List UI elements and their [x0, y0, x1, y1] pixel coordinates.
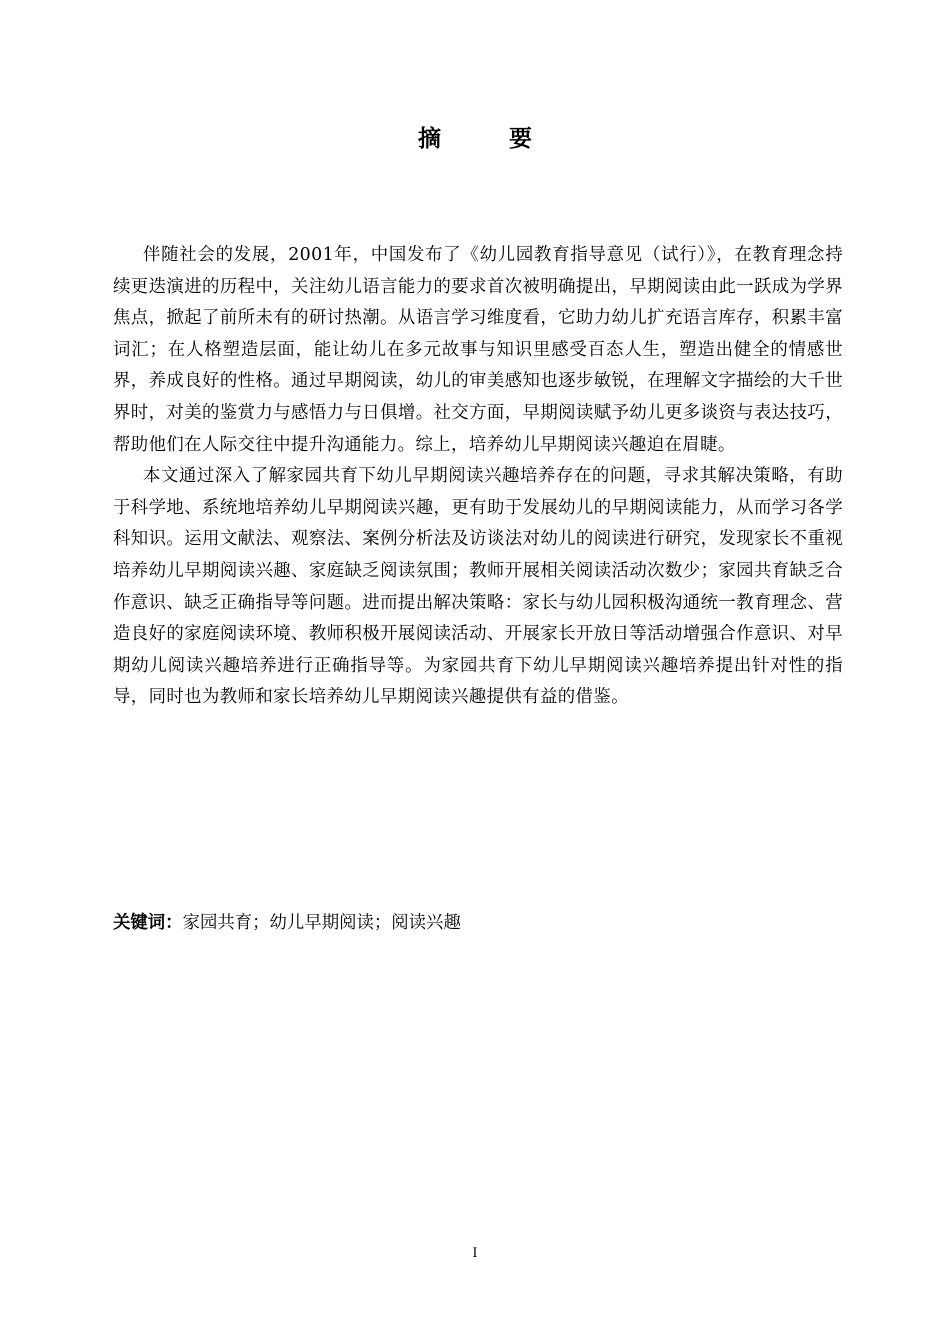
abstract-paragraph-2: 本文通过深入了解家园共育下幼儿早期阅读兴趣培养存在的问题，寻求其解决策略，有助于科学地、系统地培养幼儿早期阅读兴趣，更有助于发展幼儿的早期阅读能力，从而学习各学科知识。运用文献法、观察法、案例分析法及访谈法对幼儿的阅读进行研究，发现家长不重视培养幼儿早期阅读兴趣、家庭缺乏阅读氛围；教师开展相关阅读活动次数少；家园共育缺乏合作意识、缺乏正确指导等问题。进而提出解决策略：家长与幼儿园积极沟通统一教育理念、营造良好的家庭阅读环境、教师积极开展阅读活动、开展家长开放日等活动增强合作意识、对早期幼儿阅读兴趣培养进行正确指导等。为家园共育下幼儿早期阅读兴趣培养提出针对性的指导，同时也为教师和家长培养幼儿早期阅读兴趣提供有益的借鉴。: [113, 466, 843, 708]
keywords-line: [113, 908, 843, 938]
abstract-paragraph-1: 伴随社会的发展，2001年，中国发布了《幼儿园教育指导意见（试行）》，在教育理念持续更迭演进的历程中，关注幼儿语言能力的要求首次被明确提出，早期阅读由此一跃成为学界焦点，掀起了前所未有的研讨热潮。从语言学习维度看，它助力幼儿扩充语言库存，积累丰富词汇；在人格塑造层面，能让幼儿在多元故事与知识里感受百态人生，塑造出健全的情感世界，养成良好的性格。通过早期阅读，幼儿的审美感知也逐步敏锐，在理解文字描绘的大千世界时，对美的鉴赏力与感悟力与日俱增。社交方面，早期阅读赋予幼儿更多谈资与表达技巧，帮助他们在人际交往中提升沟通能力。综上，培养幼儿早期阅读兴趣迫在眉睫。: [113, 245, 843, 455]
abstract-body: [113, 240, 843, 714]
page-number: I: [472, 1246, 478, 1261]
keywords-label: 关键词：: [113, 913, 183, 933]
page-title: 摘 要: [417, 126, 562, 152]
keywords-text: 家园共育；幼儿早期阅读；阅读兴趣: [182, 913, 461, 933]
